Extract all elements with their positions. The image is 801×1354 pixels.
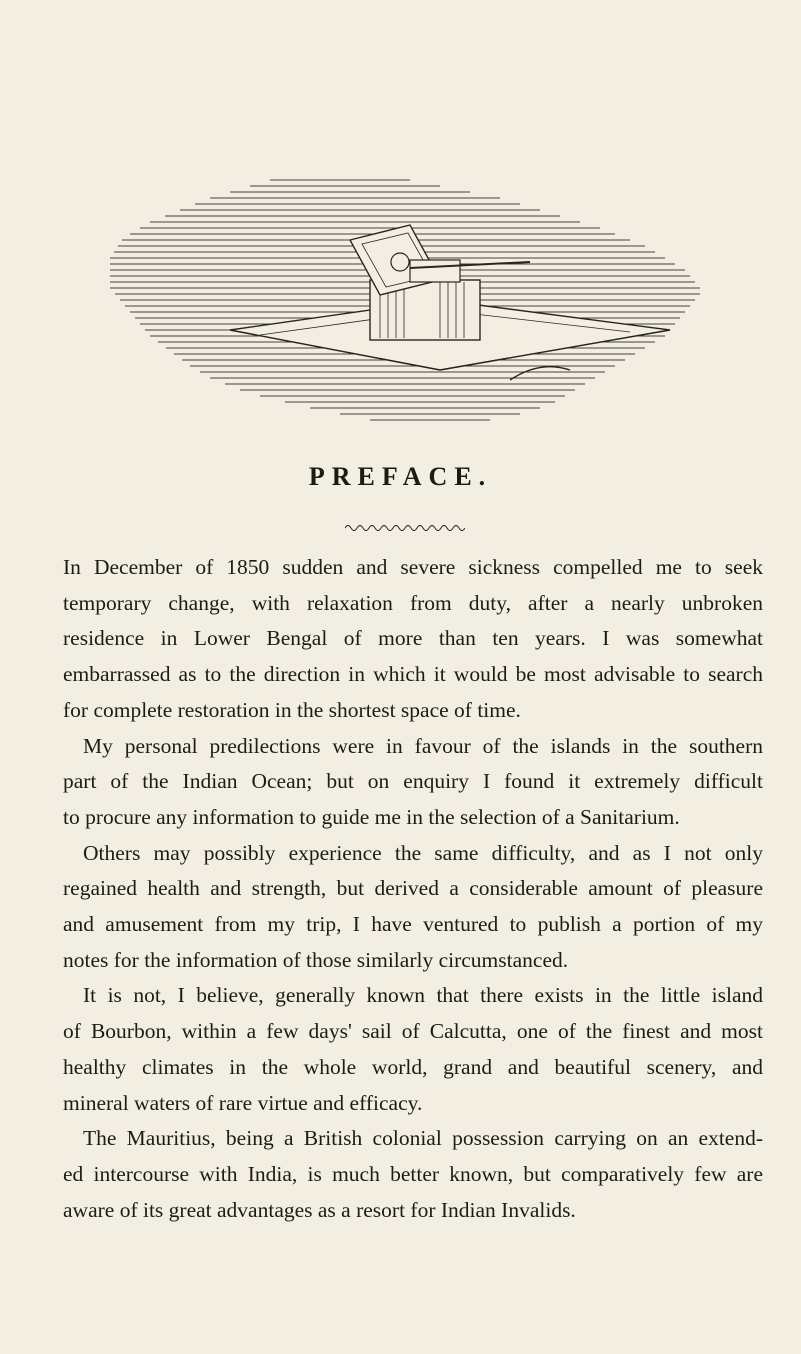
text-line: healthy climates in the whole world, grand and beautiful scenery, and [63, 1054, 763, 1079]
text-line: residence in Lower Bengal of more than ten years. I was somewhat [63, 626, 763, 651]
text-line: notes for the information of those similarly circumstanced. [63, 947, 569, 972]
text-line: In December of 1850 sudden and severe sickness compelled me to seek [63, 555, 763, 579]
text-line: embarrassed as to the direction in which it would be most advisable to search [63, 662, 763, 687]
decorative-wavy-rule [345, 523, 465, 533]
writing-desk-vignette-icon [110, 170, 700, 435]
paragraph-1 [63, 550, 763, 729]
text-line: part of the Indian Ocean; but on enquiry I found it extremely difficult [63, 769, 763, 794]
text-line: Others may possibly experience the same difficulty, and as I not only [83, 840, 763, 865]
text-line: temporary change, with relaxation from duty, after a nearly unbroken [63, 590, 763, 615]
text-line: ed intercourse with India, is much better known, but comparatively few are [63, 1161, 763, 1186]
paragraph-3 [63, 836, 763, 979]
paragraph-5 [63, 1121, 763, 1228]
page-title: PREFACE. [308, 462, 493, 491]
text-line: regained health and strength, but derived a considerable amount of pleasure [63, 876, 763, 901]
text-line: for complete restoration in the shortest space of time. [63, 697, 521, 722]
text-line: It is not, I believe, generally known that there exists in the little island [83, 983, 763, 1008]
text-line: and amusement from my trip, I have ventured to publish a portion of my [63, 912, 763, 937]
text-line: My personal predilections were in favour of the islands in the southern [83, 733, 763, 758]
text-line: mineral waters of rare virtue and efficacy. [63, 1090, 423, 1115]
paragraph-2 [63, 729, 763, 836]
text-line: aware of its great advantages as a resort for Indian Invalids. [63, 1197, 576, 1222]
text-line: of Bourbon, within a few days' sail of Calcutta, one of the finest and most [63, 1019, 763, 1044]
preface-body [63, 550, 763, 1228]
paragraph-4 [63, 978, 763, 1121]
text-line: The Mauritius, being a British colonial possession carrying on an extend- [83, 1126, 763, 1151]
text-line: to procure any information to guide me in the selection of a Sanitarium. [63, 804, 680, 829]
